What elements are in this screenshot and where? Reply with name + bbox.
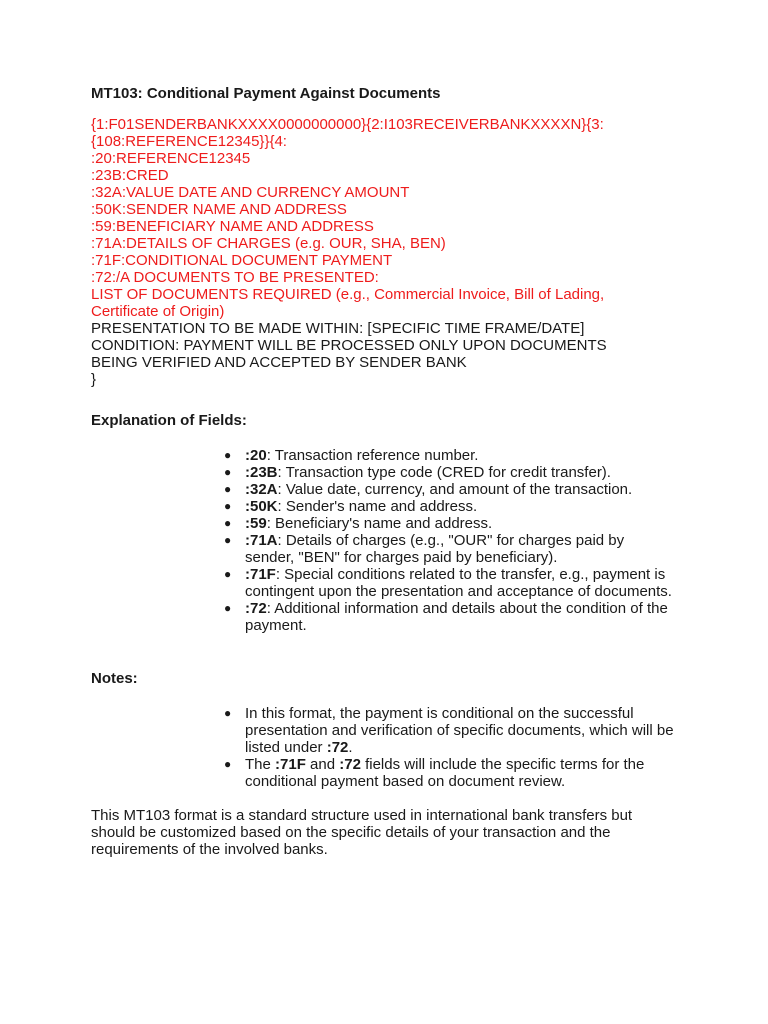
note-text-end: . [348, 739, 353, 756]
bullet-icon: ● [224, 448, 232, 462]
field-description: : Beneficiary's name and address. [266, 515, 493, 532]
message-line: {1:F01SENDERBANKXXXX0000000000}{2:I103RECEIVERBANKXXXXN}{3: [91, 116, 604, 133]
notes-heading: Notes: [91, 670, 138, 687]
note-text: and [305, 756, 340, 773]
field-description: : Sender's name and address. [277, 498, 478, 515]
message-line: :71A:DETAILS OF CHARGES (e.g. OUR, SHA, BEN) [91, 235, 446, 252]
bullet-icon: ● [224, 706, 232, 720]
list-item [224, 705, 675, 756]
message-line: :50K:SENDER NAME AND ADDRESS [91, 201, 347, 218]
message-line: :20:REFERENCE12345 [91, 150, 251, 167]
list-item [224, 481, 675, 498]
list-item [224, 532, 675, 566]
list-item [224, 498, 675, 515]
field-description: : Special conditions related to the transfer, e.g., payment is contingent upon the presentation and acceptance of documents. [245, 566, 672, 600]
note-field-code: :71F [275, 756, 306, 773]
field-description: : Additional information and details about the condition of the payment. [245, 600, 668, 634]
closing-paragraph: This MT103 format is a standard structure used in international bank transfers but should be customized based on the specific details of your transaction and the requirements of the involved banks. [91, 807, 633, 858]
message-line: PRESENTATION TO BE MADE WITHIN: [SPECIFIC TIME FRAME/DATE] [91, 320, 585, 337]
bullet-icon: ● [224, 499, 232, 513]
bullet-icon: ● [224, 601, 232, 615]
field-code: :50K [245, 498, 278, 515]
message-line: :71F:CONDITIONAL DOCUMENT PAYMENT [91, 252, 393, 269]
note-field-code: :72 [339, 756, 361, 773]
field-description: : Transaction reference number. [266, 447, 479, 464]
message-line: :32A:VALUE DATE AND CURRENCY AMOUNT [91, 184, 410, 201]
explanation-list [224, 447, 675, 634]
list-item [224, 447, 675, 464]
bullet-icon: ● [224, 567, 232, 581]
message-closing-brace: } [91, 371, 97, 388]
list-item [224, 515, 675, 532]
message-line: :59:BENEFICIARY NAME AND ADDRESS [91, 218, 374, 235]
note-text: The [245, 756, 276, 773]
field-code: :20 [245, 447, 267, 464]
list-item [224, 756, 675, 790]
message-line: LIST OF DOCUMENTS REQUIRED (e.g., Commercial Invoice, Bill of Lading, [91, 286, 605, 303]
bullet-icon: ● [224, 533, 232, 547]
note-field-code: :72 [326, 739, 349, 756]
bullet-icon: ● [224, 482, 232, 496]
message-line: {108:REFERENCE12345}}{4: [91, 133, 287, 150]
note-text: In this format, the payment is conditional on the successful presentation and verification of specific documents, which will be listed under [245, 705, 674, 756]
message-line: :72:/A DOCUMENTS TO BE PRESENTED: [91, 269, 379, 286]
list-item [224, 566, 675, 600]
field-description: : Details of charges (e.g., "OUR" for charges paid by sender, "BEN" for charges paid by beneficiary). [245, 532, 625, 566]
explanation-heading: Explanation of Fields: [91, 412, 247, 429]
field-code: :59 [245, 515, 267, 532]
field-description: : Value date, currency, and amount of the transaction. [277, 481, 633, 498]
bullet-icon: ● [224, 465, 232, 479]
document-title: MT103: Conditional Payment Against Documents [91, 85, 441, 102]
message-line: Certificate of Origin) [91, 303, 225, 320]
document-content [91, 85, 691, 858]
bullet-icon: ● [224, 757, 232, 771]
field-code: :72 [245, 600, 267, 617]
field-code: :32A [245, 481, 278, 498]
bullet-icon: ● [224, 516, 232, 530]
mt103-message [91, 116, 691, 388]
field-code: :23B [245, 464, 278, 481]
list-item [224, 600, 675, 634]
field-description: : Transaction type code (CRED for credit transfer). [277, 464, 611, 481]
field-code: :71A [245, 532, 278, 549]
note-text: fields will include the specific terms for the conditional payment based on document review. [245, 756, 645, 790]
field-code: :71F [245, 566, 276, 583]
message-line: BEING VERIFIED AND ACCEPTED BY SENDER BANK [91, 354, 467, 371]
message-line: :23B:CRED [91, 167, 169, 184]
list-item [224, 464, 675, 481]
message-line: CONDITION: PAYMENT WILL BE PROCESSED ONLY UPON DOCUMENTS [91, 337, 607, 354]
notes-list [224, 705, 675, 790]
